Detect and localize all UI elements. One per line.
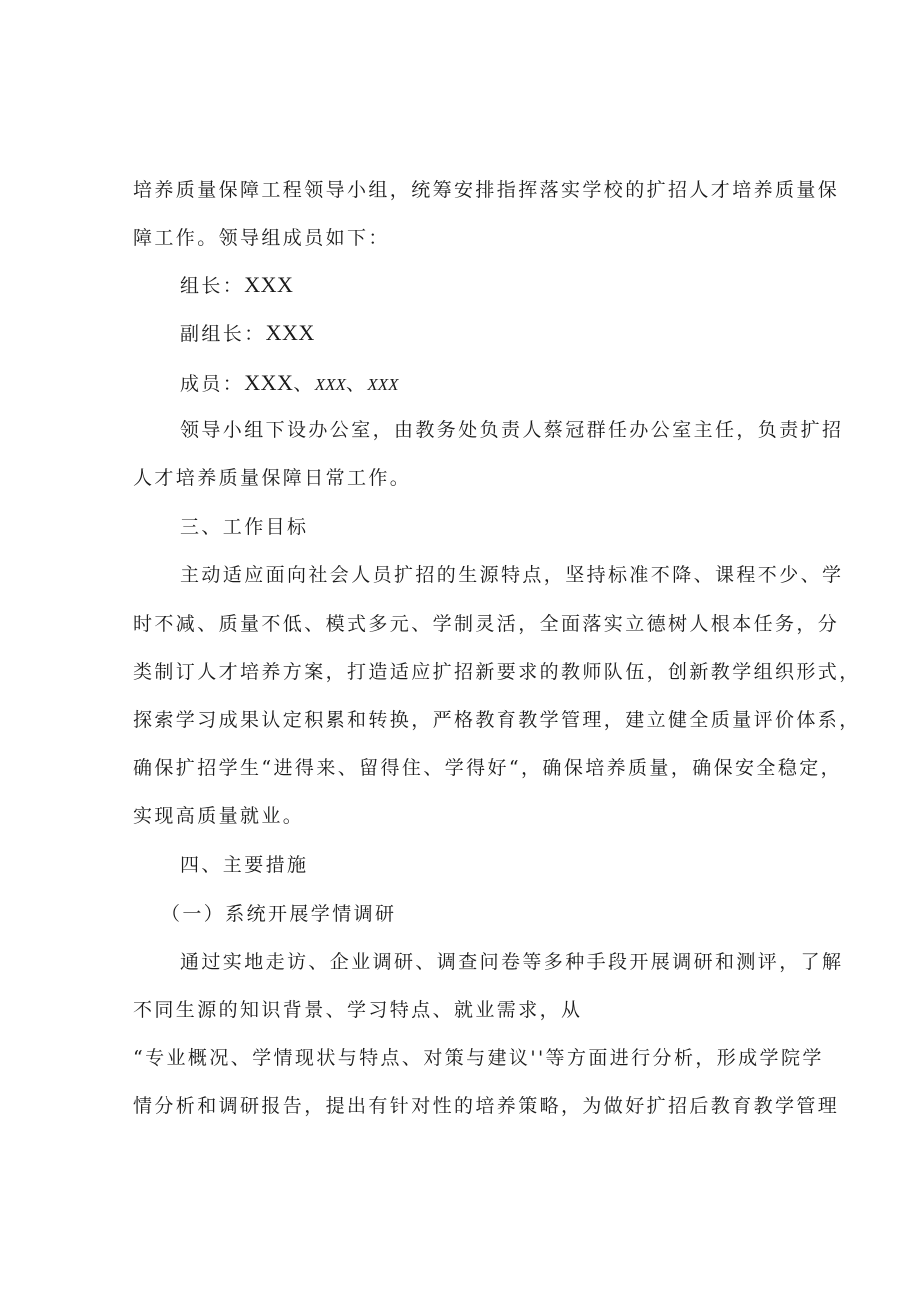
paragraph-line: 通过实地走访、企业调研、调查问卷等多种手段开展调研和测评，了解 xyxy=(180,951,844,973)
paragraph-line: “专业概况、学情现状与特点、对策与建议''等方面进行分析，形成学院学 xyxy=(133,1047,824,1069)
paragraph-line: 实现高质量就业。 xyxy=(133,805,305,827)
member-separator: 、 xyxy=(293,373,315,395)
paragraph-line: 情分析和调研报告，提出有针对性的培养策略，为做好扩招后教育教学管理 xyxy=(133,1095,840,1117)
member-leader-label: 组长： xyxy=(180,275,245,297)
paragraph-line: 不同生源的知识背景、学习特点、就业需求，从 xyxy=(133,999,583,1021)
paragraph-line: 时不减、质量不低、模式多元、学制灵活，全面落实立德树人根本任务，分 xyxy=(133,613,840,635)
paragraph-line: 人才培养质量保障日常工作。 xyxy=(133,467,412,489)
member-leader-line xyxy=(180,273,293,298)
member-separator: 、 xyxy=(345,373,368,395)
paragraph-line: 类制订人才培养方案，打造适应扩招新要求的教师队伍，创新教学组织形式， xyxy=(133,661,861,683)
paragraph-line: 探索学习成果认定积累和转换，严格教育教学管理，建立健全质量评价体系， xyxy=(133,709,861,731)
section-heading: 三、工作目标 xyxy=(180,516,309,538)
member-value-1: XXX xyxy=(244,370,294,395)
member-value-3: XXX xyxy=(367,375,399,394)
member-deputy-line xyxy=(180,321,315,346)
member-deputy-value: XXX xyxy=(265,320,315,345)
member-leader-value: XXX xyxy=(244,272,294,297)
member-list-label: 成员： xyxy=(180,373,245,395)
paragraph-line: 障工作。领导组成员如下： xyxy=(133,227,390,249)
paragraph-line: 确保扩招学生“进得来、留得住、学得好“，确保培养质量，确保安全稳定， xyxy=(133,757,843,779)
member-deputy-label: 副组长： xyxy=(180,323,266,345)
section-heading: 四、主要措施 xyxy=(180,854,309,876)
paragraph-line: 主动适应面向社会人员扩招的生源特点，坚持标准不降、课程不少、学 xyxy=(180,564,844,586)
subsection-heading: （一）系统开展学情调研 xyxy=(161,903,397,925)
paragraph-line: 培养质量保障工程领导小组，统筹安排指挥落实学校的扩招人才培养质量保 xyxy=(133,179,840,201)
member-list-line xyxy=(180,371,399,397)
paragraph-line: 领导小组下设办公室，由教务处负责人蔡冠群任办公室主任，负责扩招 xyxy=(180,419,844,441)
member-value-2: XXX xyxy=(314,375,346,394)
